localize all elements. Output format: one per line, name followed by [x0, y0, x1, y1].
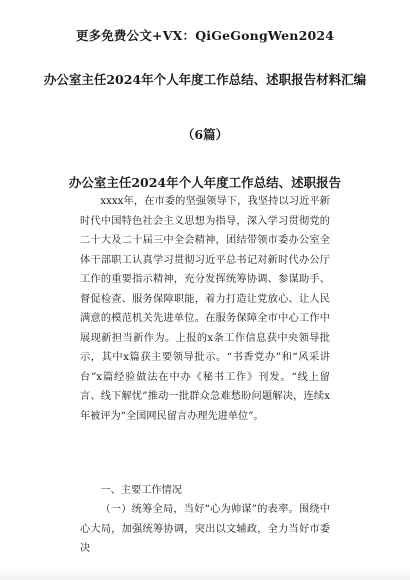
watermark-text: 更多免费公文+VX：QiGeGongWen2024: [75, 28, 335, 43]
heading-main-work: 一、主要工作情况: [100, 485, 182, 496]
document-title: 办公室主任2024年个人年度工作总结、述职报告材料汇编: [43, 72, 367, 87]
page-bottom-edge: [0, 566, 410, 580]
document-count: （6篇）: [181, 127, 229, 142]
paragraph-sub-one: （一）统筹全局，当好“心为帅谋”的表率。围绕中心大局，加强统筹协调，突出以文辅政，全力当好市委决: [80, 504, 330, 554]
paragraph-intro: xxxx年，在市委的坚强领导下，我坚持以习近平新时代中国特色社会主义思想为指导，深入学习贯彻党的二十大及二十届三中全会精神，团结带领市委办公室全体干部职工认真学习贯彻习近平总书记对新时代办公厅工作的重要指示精神，充分发挥统筹协调、参谋助手、督促检查、服务保障职能，着力打造让党放心、让人民满意的模范机关先进单位。在服务保障全市中心工作中展现新担当新作为。上报的x条工作信息获中央领导批示，其中x篇获主要领导批示。“书香党办”和“风采讲台”x篇经验做法在中办《秘书工作》刊发。“线上留言、线下解忧”推动一批群众急难愁盼问题解决，连续x年被评为“全国网民留言办理先进单位”。: [80, 196, 330, 422]
body-paragraph: [80, 192, 330, 426]
section-title: 办公室主任2024年个人年度工作总结、述职报告: [68, 175, 342, 190]
